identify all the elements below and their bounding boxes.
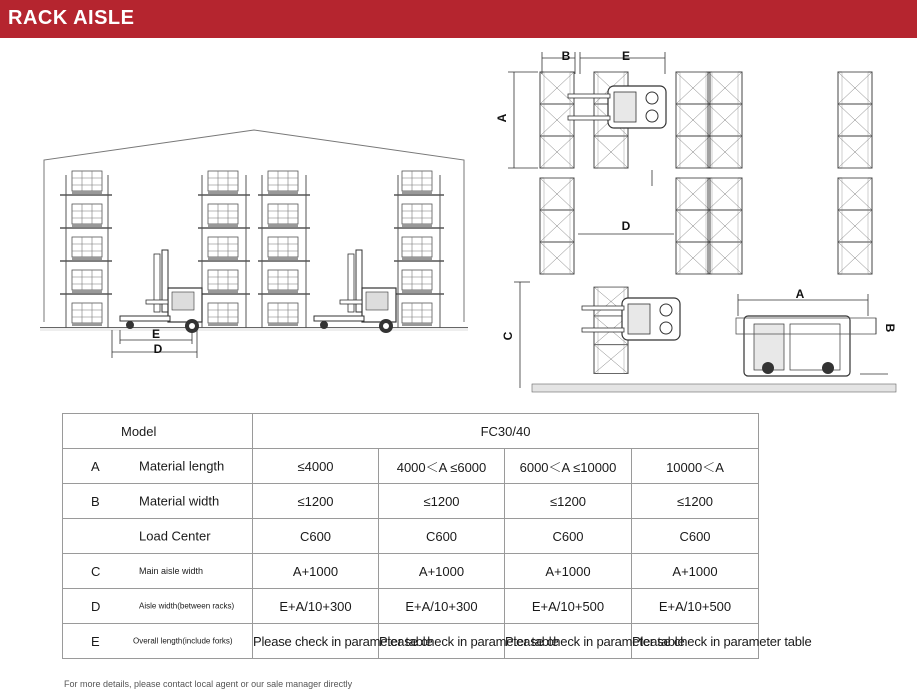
table-row — [63, 624, 759, 659]
plan-dim-b-bottom: B — [883, 323, 897, 333]
row-label: Material width — [139, 493, 220, 509]
plan-dim-a-bottom: A — [795, 287, 805, 301]
table-cell: Please check in parameter table — [379, 624, 505, 659]
table-cell: ≤4000 — [253, 449, 379, 484]
table-cell: C600 — [379, 519, 505, 554]
warehouse-elevation — [40, 130, 468, 358]
table-cell: 10000＜A — [632, 449, 759, 484]
table-cell: A+1000 — [379, 554, 505, 589]
table-cell: ≤1200 — [379, 484, 505, 519]
table-cell: 4000＜A ≤6000 — [379, 449, 505, 484]
table-cell: ≤1200 — [253, 484, 379, 519]
plan-view-bottom — [501, 282, 897, 392]
footer-note: For more details, please contact local agent or our sale manager directly — [64, 679, 353, 689]
table-cell: E+A/10+300 — [379, 589, 505, 624]
table-row — [63, 484, 759, 519]
elevation-dim-d: D — [153, 342, 163, 356]
table-cell: A+1000 — [632, 554, 759, 589]
table-cell: Please check in parameter table — [505, 624, 632, 659]
table-cell: Please check in parameter table — [253, 624, 379, 659]
elevation-dim-e: E — [151, 327, 161, 341]
table-row — [63, 589, 759, 624]
row-letter-blank — [63, 519, 253, 554]
plan-view-top — [495, 49, 872, 274]
spec-table — [62, 413, 812, 659]
table-cell: Please check in parameter table — [632, 624, 759, 659]
row-label: Overall length(include forks) — [133, 636, 233, 646]
model-label: Model — [63, 414, 253, 449]
plan-dim-a: A — [495, 113, 509, 123]
row-letter-e: E Overall length(include forks) — [63, 624, 253, 659]
table-cell: E+A/10+300 — [253, 589, 379, 624]
table-cell: ≤1200 — [632, 484, 759, 519]
table-cell: C600 — [253, 519, 379, 554]
table-row — [63, 554, 759, 589]
table-cell: A+1000 — [505, 554, 632, 589]
table-cell: E+A/10+500 — [505, 589, 632, 624]
row-label: Main aisle width — [139, 566, 204, 576]
plan-dim-d: D — [621, 219, 631, 233]
page-title: RACK AISLE — [8, 7, 135, 29]
row-label: Material length — [139, 458, 225, 474]
table-cell: A+1000 — [253, 554, 379, 589]
table-cell: 6000＜A ≤10000 — [505, 449, 632, 484]
row-letter-d: D Aisle width(between racks) — [63, 589, 253, 624]
table-cell: C600 — [632, 519, 759, 554]
model-value: FC30/40 — [253, 414, 759, 449]
table-row — [63, 414, 759, 449]
plan-dim-c: C — [501, 331, 515, 341]
table-cell: ≤1200 — [505, 484, 632, 519]
row-label: Aisle width(between racks) — [139, 601, 235, 611]
row-label: Load Center — [139, 528, 211, 544]
plan-dim-e: E — [621, 49, 631, 63]
plan-dim-b: B — [561, 49, 571, 63]
table-row — [63, 519, 759, 554]
row-letter-c: C Main aisle width — [63, 554, 253, 589]
table-cell: C600 — [505, 519, 632, 554]
table-row — [63, 449, 759, 484]
table-cell: E+A/10+500 — [632, 589, 759, 624]
row-letter-a: A Material length — [63, 449, 253, 484]
row-letter-b: B Material width — [63, 484, 253, 519]
